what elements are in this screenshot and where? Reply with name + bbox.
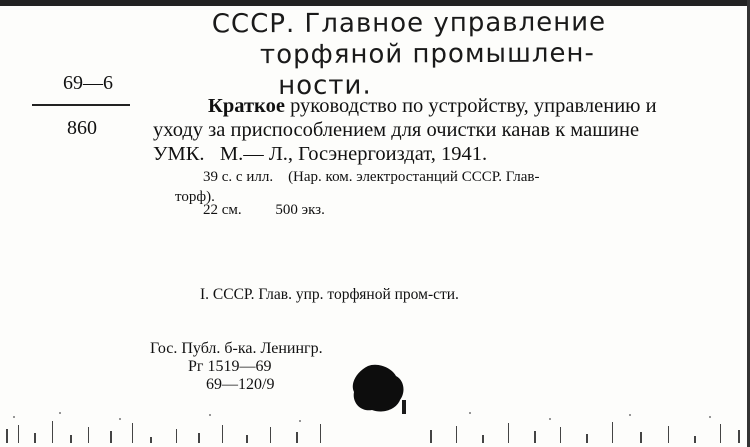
handwritten-line-2: торфяной промышлен-: [259, 38, 595, 71]
title-line-3: УМК. М.— Л., Госэнергоиздат, 1941.: [153, 143, 488, 165]
paper-speckle: [0, 377, 750, 447]
size-and-copies: [203, 202, 355, 219]
subject-heading: I. СССР. Глав. упр. торфяной пром-сти.: [200, 286, 459, 303]
handwritten-line-3: ности.: [278, 70, 372, 102]
call-number-bottom: 860: [67, 117, 97, 139]
handwritten-heading: [212, 7, 742, 103]
collation: [175, 167, 743, 207]
collation-line-1: 39 с. с илл. (Нар. ком. электростанций СССР. Глав-: [203, 169, 540, 185]
library-line-1: Гос. Публ. б-ка. Ленингр.: [150, 340, 323, 357]
collation-line-2: торф).: [175, 189, 215, 205]
library-line-3: 69—120/9: [206, 376, 275, 393]
call-number-top: 69—6: [63, 72, 113, 94]
size: 22 см.: [203, 202, 242, 218]
title-line-1: руководство по устройству, управлению и: [290, 95, 657, 117]
card-top-edge: [0, 0, 750, 6]
library-line-2: Рг 1519—69: [188, 358, 272, 375]
title-line-2: уходу за приспособлением для очистки канав к машине: [153, 119, 640, 141]
title-first-word: Краткое: [208, 95, 285, 117]
title-entry: [153, 94, 743, 166]
handwritten-line-1: СССР. Главное управление: [211, 7, 607, 40]
copies: 500 экз.: [275, 202, 325, 218]
call-number-divider: [32, 104, 130, 106]
